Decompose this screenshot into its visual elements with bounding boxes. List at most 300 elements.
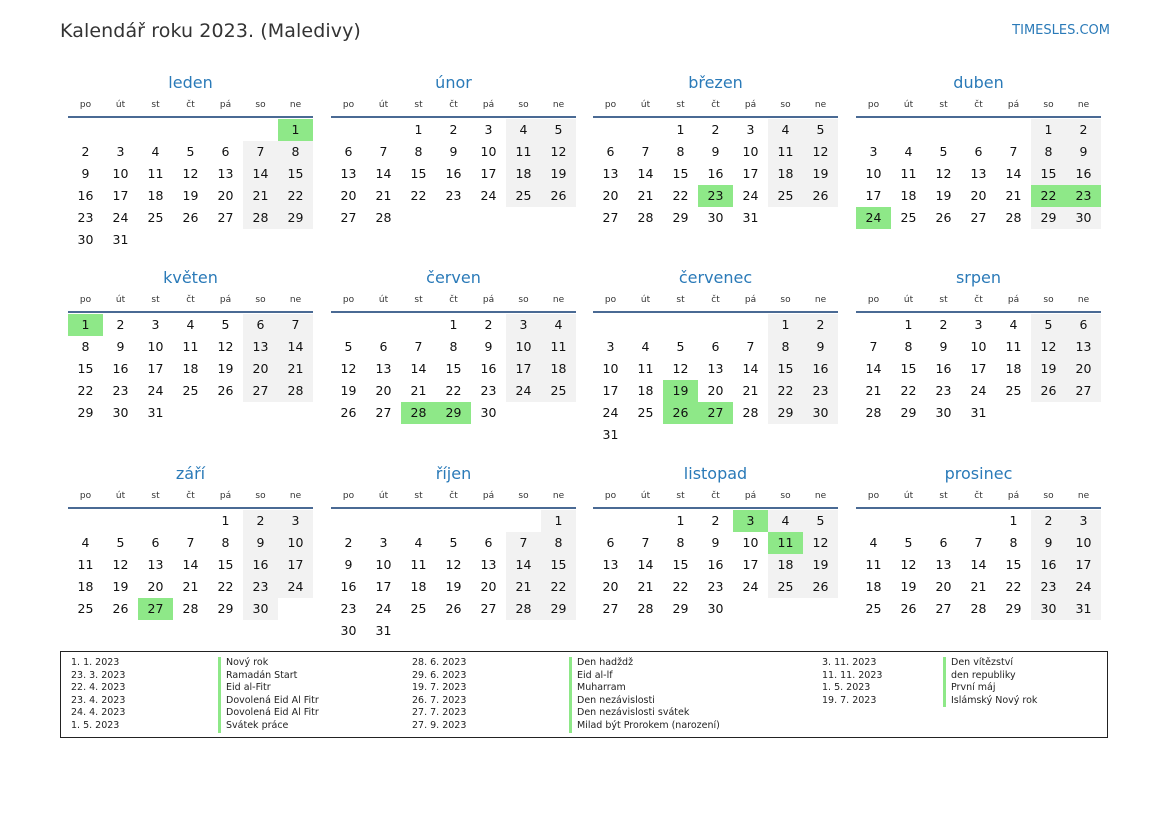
day-cell[interactable]: 13 — [147, 557, 164, 572]
day-cell[interactable]: 24 — [480, 188, 497, 203]
day-cell[interactable]: 7 — [1009, 144, 1018, 159]
day-cell[interactable]: 26 — [217, 383, 234, 398]
day-cell[interactable]: 10 — [375, 557, 392, 572]
day-cell[interactable]: 16 — [707, 557, 724, 572]
day-cell[interactable]: 29 — [541, 598, 576, 620]
day-cell[interactable]: 16 — [480, 361, 497, 376]
day-cell[interactable]: 12 — [803, 532, 838, 554]
day-cell[interactable]: 9 — [1066, 141, 1101, 163]
day-cell[interactable]: 10 — [506, 336, 541, 358]
day-cell[interactable]: 6 — [344, 144, 353, 159]
day-cell[interactable]: 27 — [1066, 380, 1101, 402]
day-cell[interactable]: 8 — [676, 144, 685, 159]
day-cell[interactable]: 6 — [151, 535, 160, 550]
day-cell[interactable]: 9 — [803, 336, 838, 358]
day-cell[interactable]: 9 — [81, 166, 90, 181]
day-cell[interactable]: 23 — [707, 579, 724, 594]
day-cell[interactable]: 4 — [768, 119, 803, 141]
day-cell[interactable]: 5 — [116, 535, 125, 550]
day-cell[interactable]: 25 — [410, 601, 427, 616]
day-cell[interactable]: 6 — [939, 535, 948, 550]
day-cell[interactable]: 27 — [243, 380, 278, 402]
day-cell[interactable]: 14 — [865, 361, 882, 376]
day-cell[interactable]: 6 — [711, 339, 720, 354]
day-cell[interactable]: 1 — [541, 510, 576, 532]
day-cell[interactable]: 4 — [869, 535, 878, 550]
day-cell[interactable]: 19 — [182, 188, 199, 203]
day-cell[interactable]: 29 — [1005, 601, 1022, 616]
day-cell[interactable]: 11 — [506, 141, 541, 163]
day-cell[interactable]: 8 — [1009, 535, 1018, 550]
day-cell[interactable]: 15 — [672, 166, 689, 181]
day-cell[interactable]: 24 — [278, 576, 313, 598]
holiday-day-cell[interactable]: 22 — [1031, 185, 1066, 207]
day-cell[interactable]: 11 — [1005, 339, 1022, 354]
day-cell[interactable]: 11 — [541, 336, 576, 358]
day-cell[interactable]: 6 — [221, 144, 230, 159]
day-cell[interactable]: 11 — [410, 557, 427, 572]
day-cell[interactable]: 14 — [375, 166, 392, 181]
day-cell[interactable]: 8 — [1031, 141, 1066, 163]
day-cell[interactable]: 10 — [865, 166, 882, 181]
day-cell[interactable]: 7 — [414, 339, 423, 354]
day-cell[interactable]: 29 — [1031, 207, 1066, 229]
day-cell[interactable]: 6 — [606, 535, 615, 550]
day-cell[interactable]: 21 — [637, 188, 654, 203]
day-cell[interactable]: 22 — [77, 383, 94, 398]
day-cell[interactable]: 29 — [900, 405, 917, 420]
day-cell[interactable]: 11 — [900, 166, 917, 181]
day-cell[interactable]: 28 — [742, 405, 759, 420]
day-cell[interactable]: 25 — [182, 383, 199, 398]
day-cell[interactable]: 12 — [803, 141, 838, 163]
day-cell[interactable]: 2 — [344, 535, 353, 550]
day-cell[interactable]: 3 — [606, 339, 615, 354]
day-cell[interactable]: 30 — [480, 405, 497, 420]
day-cell[interactable]: 15 — [541, 554, 576, 576]
day-cell[interactable]: 10 — [602, 361, 619, 376]
day-cell[interactable]: 20 — [1066, 358, 1101, 380]
day-cell[interactable]: 1 — [676, 513, 685, 528]
day-cell[interactable]: 25 — [768, 576, 803, 598]
day-cell[interactable]: 6 — [243, 314, 278, 336]
day-cell[interactable]: 26 — [340, 405, 357, 420]
day-cell[interactable]: 20 — [217, 188, 234, 203]
day-cell[interactable]: 8 — [81, 339, 90, 354]
day-cell[interactable]: 20 — [243, 358, 278, 380]
day-cell[interactable]: 13 — [375, 361, 392, 376]
day-cell[interactable]: 2 — [484, 317, 493, 332]
day-cell[interactable]: 9 — [449, 144, 458, 159]
day-cell[interactable]: 2 — [81, 144, 90, 159]
day-cell[interactable]: 25 — [1005, 383, 1022, 398]
day-cell[interactable]: 31 — [970, 405, 987, 420]
day-cell[interactable]: 31 — [375, 623, 392, 638]
day-cell[interactable]: 1 — [221, 513, 230, 528]
day-cell[interactable]: 16 — [340, 579, 357, 594]
day-cell[interactable]: 19 — [803, 554, 838, 576]
day-cell[interactable]: 19 — [445, 579, 462, 594]
day-cell[interactable]: 7 — [641, 535, 650, 550]
day-cell[interactable]: 28 — [243, 207, 278, 229]
holiday-day-cell[interactable]: 23 — [698, 185, 733, 207]
day-cell[interactable]: 22 — [445, 383, 462, 398]
day-cell[interactable]: 23 — [935, 383, 952, 398]
day-cell[interactable]: 14 — [182, 557, 199, 572]
day-cell[interactable]: 31 — [1066, 598, 1101, 620]
day-cell[interactable]: 9 — [484, 339, 493, 354]
day-cell[interactable]: 4 — [641, 339, 650, 354]
day-cell[interactable]: 25 — [77, 601, 94, 616]
day-cell[interactable]: 25 — [506, 185, 541, 207]
day-cell[interactable]: 25 — [147, 210, 164, 225]
day-cell[interactable]: 15 — [278, 163, 313, 185]
day-cell[interactable]: 16 — [77, 188, 94, 203]
day-cell[interactable]: 13 — [935, 557, 952, 572]
day-cell[interactable]: 2 — [939, 317, 948, 332]
day-cell[interactable]: 9 — [243, 532, 278, 554]
day-cell[interactable]: 1 — [1009, 513, 1018, 528]
day-cell[interactable]: 5 — [904, 535, 913, 550]
day-cell[interactable]: 7 — [641, 144, 650, 159]
day-cell[interactable]: 6 — [379, 339, 388, 354]
day-cell[interactable]: 17 — [742, 166, 759, 181]
day-cell[interactable]: 18 — [77, 579, 94, 594]
day-cell[interactable]: 26 — [803, 185, 838, 207]
day-cell[interactable]: 13 — [602, 557, 619, 572]
day-cell[interactable]: 3 — [746, 122, 755, 137]
day-cell[interactable]: 25 — [900, 210, 917, 225]
day-cell[interactable]: 16 — [1031, 554, 1066, 576]
day-cell[interactable]: 22 — [217, 579, 234, 594]
day-cell[interactable]: 18 — [182, 361, 199, 376]
day-cell[interactable]: 22 — [410, 188, 427, 203]
day-cell[interactable]: 29 — [768, 402, 803, 424]
day-cell[interactable]: 13 — [217, 166, 234, 181]
day-cell[interactable]: 26 — [112, 601, 129, 616]
day-cell[interactable]: 8 — [449, 339, 458, 354]
day-cell[interactable]: 10 — [147, 339, 164, 354]
day-cell[interactable]: 11 — [865, 557, 882, 572]
day-cell[interactable]: 26 — [803, 576, 838, 598]
day-cell[interactable]: 16 — [1066, 163, 1101, 185]
day-cell[interactable]: 7 — [869, 339, 878, 354]
day-cell[interactable]: 23 — [480, 383, 497, 398]
holiday-day-cell[interactable]: 11 — [768, 532, 803, 554]
day-cell[interactable]: 24 — [147, 383, 164, 398]
day-cell[interactable]: 29 — [672, 601, 689, 616]
day-cell[interactable]: 1 — [1031, 119, 1066, 141]
day-cell[interactable]: 4 — [541, 314, 576, 336]
day-cell[interactable]: 15 — [1005, 557, 1022, 572]
holiday-day-cell[interactable]: 19 — [663, 380, 698, 402]
day-cell[interactable]: 19 — [935, 188, 952, 203]
day-cell[interactable]: 17 — [112, 188, 129, 203]
day-cell[interactable]: 28 — [506, 598, 541, 620]
day-cell[interactable]: 8 — [904, 339, 913, 354]
day-cell[interactable]: 27 — [217, 210, 234, 225]
day-cell[interactable]: 31 — [112, 232, 129, 247]
day-cell[interactable]: 12 — [112, 557, 129, 572]
day-cell[interactable]: 17 — [375, 579, 392, 594]
day-cell[interactable]: 19 — [112, 579, 129, 594]
day-cell[interactable]: 18 — [768, 554, 803, 576]
day-cell[interactable]: 30 — [935, 405, 952, 420]
day-cell[interactable]: 14 — [637, 557, 654, 572]
day-cell[interactable]: 20 — [970, 188, 987, 203]
day-cell[interactable]: 15 — [77, 361, 94, 376]
day-cell[interactable]: 4 — [904, 144, 913, 159]
day-cell[interactable]: 20 — [340, 188, 357, 203]
day-cell[interactable]: 29 — [278, 207, 313, 229]
day-cell[interactable]: 21 — [742, 383, 759, 398]
day-cell[interactable]: 21 — [506, 576, 541, 598]
day-cell[interactable]: 12 — [935, 166, 952, 181]
day-cell[interactable]: 7 — [186, 535, 195, 550]
day-cell[interactable]: 3 — [151, 317, 160, 332]
day-cell[interactable]: 19 — [1031, 358, 1066, 380]
day-cell[interactable]: 20 — [602, 188, 619, 203]
day-cell[interactable]: 31 — [742, 210, 759, 225]
day-cell[interactable]: 3 — [116, 144, 125, 159]
holiday-day-cell[interactable]: 23 — [1066, 185, 1101, 207]
day-cell[interactable]: 10 — [278, 532, 313, 554]
day-cell[interactable]: 19 — [541, 163, 576, 185]
day-cell[interactable]: 25 — [541, 380, 576, 402]
day-cell[interactable]: 30 — [243, 598, 278, 620]
day-cell[interactable]: 7 — [974, 535, 983, 550]
day-cell[interactable]: 12 — [672, 361, 689, 376]
day-cell[interactable]: 1 — [768, 314, 803, 336]
day-cell[interactable]: 27 — [935, 601, 952, 616]
day-cell[interactable]: 13 — [707, 361, 724, 376]
day-cell[interactable]: 19 — [217, 361, 234, 376]
day-cell[interactable]: 12 — [541, 141, 576, 163]
day-cell[interactable]: 30 — [77, 232, 94, 247]
day-cell[interactable]: 18 — [900, 188, 917, 203]
day-cell[interactable]: 19 — [803, 163, 838, 185]
day-cell[interactable]: 22 — [672, 188, 689, 203]
day-cell[interactable]: 30 — [803, 402, 838, 424]
day-cell[interactable]: 31 — [602, 427, 619, 442]
day-cell[interactable]: 12 — [217, 339, 234, 354]
day-cell[interactable]: 13 — [480, 557, 497, 572]
day-cell[interactable]: 8 — [676, 535, 685, 550]
day-cell[interactable]: 21 — [375, 188, 392, 203]
day-cell[interactable]: 12 — [1031, 336, 1066, 358]
day-cell[interactable]: 14 — [970, 557, 987, 572]
day-cell[interactable]: 7 — [379, 144, 388, 159]
day-cell[interactable]: 28 — [278, 380, 313, 402]
day-cell[interactable]: 17 — [865, 188, 882, 203]
day-cell[interactable]: 10 — [480, 144, 497, 159]
day-cell[interactable]: 24 — [742, 579, 759, 594]
day-cell[interactable]: 11 — [637, 361, 654, 376]
day-cell[interactable]: 10 — [742, 144, 759, 159]
day-cell[interactable]: 4 — [81, 535, 90, 550]
day-cell[interactable]: 4 — [414, 535, 423, 550]
day-cell[interactable]: 25 — [768, 185, 803, 207]
day-cell[interactable]: 22 — [541, 576, 576, 598]
day-cell[interactable]: 9 — [116, 339, 125, 354]
day-cell[interactable]: 1 — [904, 317, 913, 332]
day-cell[interactable]: 22 — [278, 185, 313, 207]
day-cell[interactable]: 3 — [379, 535, 388, 550]
day-cell[interactable]: 19 — [900, 579, 917, 594]
day-cell[interactable]: 4 — [151, 144, 160, 159]
day-cell[interactable]: 26 — [445, 601, 462, 616]
day-cell[interactable]: 3 — [974, 317, 983, 332]
day-cell[interactable]: 11 — [77, 557, 94, 572]
day-cell[interactable]: 18 — [637, 383, 654, 398]
day-cell[interactable]: 6 — [1066, 314, 1101, 336]
day-cell[interactable]: 21 — [637, 579, 654, 594]
day-cell[interactable]: 30 — [707, 210, 724, 225]
day-cell[interactable]: 11 — [147, 166, 164, 181]
day-cell[interactable]: 16 — [243, 554, 278, 576]
day-cell[interactable]: 5 — [449, 535, 458, 550]
day-cell[interactable]: 2 — [803, 314, 838, 336]
day-cell[interactable]: 17 — [602, 383, 619, 398]
day-cell[interactable]: 1 — [676, 122, 685, 137]
day-cell[interactable]: 15 — [768, 358, 803, 380]
day-cell[interactable]: 30 — [112, 405, 129, 420]
day-cell[interactable]: 5 — [1031, 314, 1066, 336]
day-cell[interactable]: 24 — [375, 601, 392, 616]
day-cell[interactable]: 2 — [711, 122, 720, 137]
day-cell[interactable]: 3 — [484, 122, 493, 137]
day-cell[interactable]: 13 — [340, 166, 357, 181]
day-cell[interactable]: 9 — [344, 557, 353, 572]
day-cell[interactable]: 5 — [186, 144, 195, 159]
holiday-day-cell[interactable]: 27 — [138, 598, 173, 620]
day-cell[interactable]: 21 — [865, 383, 882, 398]
day-cell[interactable]: 22 — [1005, 579, 1022, 594]
day-cell[interactable]: 27 — [602, 210, 619, 225]
day-cell[interactable]: 17 — [480, 166, 497, 181]
day-cell[interactable]: 22 — [768, 380, 803, 402]
day-cell[interactable]: 5 — [803, 119, 838, 141]
day-cell[interactable]: 8 — [414, 144, 423, 159]
day-cell[interactable]: 4 — [1009, 317, 1018, 332]
day-cell[interactable]: 4 — [186, 317, 195, 332]
day-cell[interactable]: 23 — [803, 380, 838, 402]
day-cell[interactable]: 2 — [711, 513, 720, 528]
day-cell[interactable]: 15 — [410, 166, 427, 181]
day-cell[interactable]: 14 — [410, 361, 427, 376]
day-cell[interactable]: 26 — [541, 185, 576, 207]
day-cell[interactable]: 13 — [243, 336, 278, 358]
day-cell[interactable]: 8 — [541, 532, 576, 554]
day-cell[interactable]: 1 — [414, 122, 423, 137]
day-cell[interactable]: 23 — [112, 383, 129, 398]
day-cell[interactable]: 27 — [480, 601, 497, 616]
day-cell[interactable]: 6 — [974, 144, 983, 159]
day-cell[interactable]: 2 — [449, 122, 458, 137]
day-cell[interactable]: 13 — [1066, 336, 1101, 358]
day-cell[interactable]: 28 — [970, 601, 987, 616]
day-cell[interactable]: 11 — [768, 141, 803, 163]
day-cell[interactable]: 10 — [742, 535, 759, 550]
day-cell[interactable]: 13 — [602, 166, 619, 181]
day-cell[interactable]: 1 — [449, 317, 458, 332]
day-cell[interactable]: 8 — [768, 336, 803, 358]
day-cell[interactable]: 21 — [410, 383, 427, 398]
day-cell[interactable]: 10 — [112, 166, 129, 181]
day-cell[interactable]: 30 — [1031, 598, 1066, 620]
day-cell[interactable]: 24 — [506, 380, 541, 402]
day-cell[interactable]: 22 — [672, 579, 689, 594]
day-cell[interactable]: 28 — [182, 601, 199, 616]
day-cell[interactable]: 14 — [243, 163, 278, 185]
day-cell[interactable]: 5 — [676, 339, 685, 354]
day-cell[interactable]: 20 — [935, 579, 952, 594]
day-cell[interactable]: 29 — [217, 601, 234, 616]
day-cell[interactable]: 21 — [1005, 188, 1022, 203]
day-cell[interactable]: 29 — [77, 405, 94, 420]
day-cell[interactable]: 17 — [970, 361, 987, 376]
day-cell[interactable]: 6 — [606, 144, 615, 159]
day-cell[interactable]: 30 — [1066, 207, 1101, 229]
day-cell[interactable]: 3 — [1066, 510, 1101, 532]
day-cell[interactable]: 12 — [445, 557, 462, 572]
day-cell[interactable]: 16 — [803, 358, 838, 380]
day-cell[interactable]: 2 — [1066, 119, 1101, 141]
day-cell[interactable]: 23 — [243, 576, 278, 598]
day-cell[interactable]: 10 — [1066, 532, 1101, 554]
day-cell[interactable]: 25 — [865, 601, 882, 616]
day-cell[interactable]: 6 — [484, 535, 493, 550]
day-cell[interactable]: 28 — [375, 210, 392, 225]
day-cell[interactable]: 30 — [340, 623, 357, 638]
holiday-day-cell[interactable]: 28 — [401, 402, 436, 424]
day-cell[interactable]: 5 — [221, 317, 230, 332]
day-cell[interactable]: 18 — [865, 579, 882, 594]
day-cell[interactable]: 20 — [375, 383, 392, 398]
day-cell[interactable]: 17 — [742, 557, 759, 572]
holiday-day-cell[interactable]: 24 — [856, 207, 891, 229]
day-cell[interactable]: 13 — [970, 166, 987, 181]
day-cell[interactable]: 7 — [746, 339, 755, 354]
day-cell[interactable]: 5 — [803, 510, 838, 532]
day-cell[interactable]: 20 — [147, 579, 164, 594]
holiday-day-cell[interactable]: 1 — [278, 119, 313, 141]
day-cell[interactable]: 15 — [445, 361, 462, 376]
day-cell[interactable]: 4 — [506, 119, 541, 141]
day-cell[interactable]: 22 — [900, 383, 917, 398]
day-cell[interactable]: 5 — [344, 339, 353, 354]
day-cell[interactable]: 4 — [768, 510, 803, 532]
day-cell[interactable]: 16 — [445, 166, 462, 181]
day-cell[interactable]: 21 — [182, 579, 199, 594]
day-cell[interactable]: 2 — [243, 510, 278, 532]
day-cell[interactable]: 17 — [1066, 554, 1101, 576]
day-cell[interactable]: 9 — [711, 144, 720, 159]
day-cell[interactable]: 3 — [869, 144, 878, 159]
day-cell[interactable]: 24 — [1066, 576, 1101, 598]
day-cell[interactable]: 27 — [602, 601, 619, 616]
day-cell[interactable]: 15 — [217, 557, 234, 572]
day-cell[interactable]: 23 — [1031, 576, 1066, 598]
day-cell[interactable]: 3 — [506, 314, 541, 336]
day-cell[interactable]: 12 — [182, 166, 199, 181]
day-cell[interactable]: 7 — [243, 141, 278, 163]
day-cell[interactable]: 16 — [112, 361, 129, 376]
day-cell[interactable]: 11 — [182, 339, 199, 354]
day-cell[interactable]: 14 — [742, 361, 759, 376]
day-cell[interactable]: 7 — [278, 314, 313, 336]
day-cell[interactable]: 24 — [112, 210, 129, 225]
